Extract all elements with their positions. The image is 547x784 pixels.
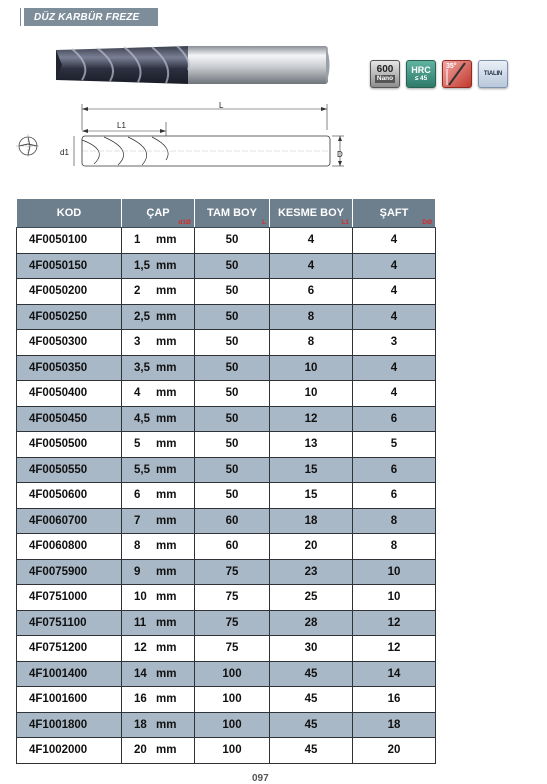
cell-kesme-boy: 6 [270, 279, 353, 305]
cell-cap [122, 559, 195, 585]
cell-cap [122, 304, 195, 330]
table-row [17, 508, 436, 534]
hrc-hardness-badge [406, 60, 436, 88]
cell-kesme-boy: 8 [270, 304, 353, 330]
cell-kesme-boy: 45 [270, 687, 353, 713]
cell-cap-value: 4,5 [134, 412, 150, 425]
table-header-row [17, 199, 436, 228]
table-row [17, 304, 436, 330]
cell-cap-unit: mm [156, 744, 177, 757]
table-row [17, 432, 436, 458]
cell-cap [122, 661, 195, 687]
cell-cap-value: 6 [134, 489, 141, 502]
spec-table [16, 198, 436, 764]
header-kod-label: KOD [56, 207, 82, 219]
cell-tam-boy: 50 [195, 304, 270, 330]
cell-cap-value: 4 [134, 387, 141, 400]
cell-cap-value: 9 [134, 565, 141, 578]
cell-kod: 4F1002000 [17, 738, 122, 764]
cell-cap-unit: mm [156, 336, 177, 349]
cell-cap-value: 2 [134, 285, 141, 298]
cell-cap-value: 16 [134, 693, 147, 706]
cell-cap-unit: mm [156, 387, 177, 400]
cell-kesme-boy: 8 [270, 330, 353, 356]
table-row [17, 381, 436, 407]
cell-cap-unit: mm [156, 234, 177, 247]
cell-kesme-boy: 15 [270, 483, 353, 509]
cell-cap-value: 11 [134, 616, 147, 629]
cell-cap-unit: mm [156, 616, 177, 629]
cell-cap [122, 712, 195, 738]
cell-kesme-boy: 30 [270, 636, 353, 662]
table-row [17, 253, 436, 279]
cell-kod: 4F0050400 [17, 381, 122, 407]
cell-saft: 16 [353, 687, 436, 713]
header-saft-label: ŞAFT [379, 207, 409, 219]
cell-cap [122, 279, 195, 305]
cell-tam-boy: 60 [195, 508, 270, 534]
cell-kod: 4F0060700 [17, 508, 122, 534]
table-row [17, 457, 436, 483]
header-cap-sub: d1Ø [178, 219, 191, 226]
end-mill-photo [52, 40, 334, 90]
cell-cap [122, 381, 195, 407]
cell-tam-boy: 50 [195, 483, 270, 509]
table-row [17, 738, 436, 764]
cell-kod: 4F1001800 [17, 712, 122, 738]
cell-cap [122, 687, 195, 713]
cell-kesme-boy: 28 [270, 610, 353, 636]
nano-badge-value: 600 [376, 64, 394, 75]
cell-kesme-boy: 45 [270, 661, 353, 687]
cell-tam-boy: 75 [195, 585, 270, 611]
cell-kesme-boy: 20 [270, 534, 353, 560]
cell-cap [122, 457, 195, 483]
cell-cap-value: 2,5 [134, 310, 150, 323]
dim-D-label: D [337, 150, 343, 159]
cell-saft: 4 [353, 228, 436, 254]
cell-tam-boy: 100 [195, 712, 270, 738]
table-row [17, 228, 436, 254]
helix-angle-badge [442, 60, 472, 88]
cell-kod: 4F0050500 [17, 432, 122, 458]
cell-cap [122, 483, 195, 509]
cell-cap-unit: mm [156, 642, 177, 655]
cell-cap-unit: mm [156, 259, 177, 272]
header-tam-boy-sub: L [262, 219, 266, 226]
cell-kod: 4F0050100 [17, 228, 122, 254]
table-row [17, 534, 436, 560]
cell-saft: 4 [353, 381, 436, 407]
section-title: DÜZ KARBÜR FREZE [34, 11, 140, 23]
cell-tam-boy: 100 [195, 687, 270, 713]
cell-tam-boy: 50 [195, 432, 270, 458]
cell-saft: 4 [353, 355, 436, 381]
cell-kesme-boy: 12 [270, 406, 353, 432]
cell-cap-unit: mm [156, 540, 177, 553]
feature-badges [370, 60, 508, 88]
cell-cap-unit: mm [156, 412, 177, 425]
cell-tam-boy: 100 [195, 738, 270, 764]
dim-L1-label: L1 [117, 121, 126, 130]
cell-kesme-boy: 23 [270, 559, 353, 585]
helix-angle-value: 35° [446, 63, 457, 70]
header-cap-label: ÇAP [146, 207, 170, 219]
header-kesme-boy-sub: L1 [341, 219, 349, 226]
cell-saft: 14 [353, 661, 436, 687]
cell-kod: 4F1001600 [17, 687, 122, 713]
cell-cap [122, 228, 195, 254]
cell-saft: 4 [353, 253, 436, 279]
cell-cap-value: 20 [134, 744, 147, 757]
table-row [17, 483, 436, 509]
cell-kod: 4F0075900 [17, 559, 122, 585]
cell-saft: 6 [353, 406, 436, 432]
cell-kesme-boy: 13 [270, 432, 353, 458]
cell-cap-value: 3 [134, 336, 141, 349]
cell-kesme-boy: 10 [270, 381, 353, 407]
cell-tam-boy: 50 [195, 330, 270, 356]
cell-cap-value: 18 [134, 718, 147, 731]
cell-cap [122, 432, 195, 458]
cell-cap [122, 610, 195, 636]
cell-saft: 6 [353, 457, 436, 483]
table-row [17, 559, 436, 585]
cell-cap [122, 738, 195, 764]
cell-saft: 8 [353, 534, 436, 560]
cell-tam-boy: 50 [195, 253, 270, 279]
cell-cap [122, 636, 195, 662]
cell-kod: 4F0050450 [17, 406, 122, 432]
cell-kesme-boy: 18 [270, 508, 353, 534]
cell-cap-value: 1,5 [134, 259, 150, 272]
cell-tam-boy: 50 [195, 381, 270, 407]
header-kesme-boy [270, 199, 353, 228]
dim-d1-label: d1 [60, 148, 69, 157]
table-row [17, 279, 436, 305]
cell-cap-value: 7 [134, 514, 141, 527]
header-tam-boy-label: TAM BOY [207, 207, 257, 219]
section-header-accent [21, 8, 24, 26]
cell-cap [122, 330, 195, 356]
cell-kod: 4F0050150 [17, 253, 122, 279]
cell-kesme-boy: 45 [270, 738, 353, 764]
cell-kesme-boy: 4 [270, 253, 353, 279]
cell-cap-value: 5,5 [134, 463, 150, 476]
cell-kesme-boy: 25 [270, 585, 353, 611]
cell-tam-boy: 50 [195, 406, 270, 432]
cell-tam-boy: 50 [195, 355, 270, 381]
nano-badge-label: Nano [376, 75, 394, 82]
cell-cap [122, 508, 195, 534]
hrc-badge-value: ≤ 45 [414, 75, 428, 82]
cell-cap-unit: mm [156, 310, 177, 323]
cell-kesme-boy: 15 [270, 457, 353, 483]
cell-kod: 4F0050550 [17, 457, 122, 483]
header-kesme-boy-label: KESME BOY [277, 207, 344, 219]
cell-saft: 10 [353, 585, 436, 611]
cell-kesme-boy: 4 [270, 228, 353, 254]
cell-cap-unit: mm [156, 463, 177, 476]
table-row [17, 636, 436, 662]
section-header [20, 8, 158, 26]
table-row [17, 585, 436, 611]
cell-saft: 12 [353, 636, 436, 662]
cell-kod: 4F0050350 [17, 355, 122, 381]
cell-cap [122, 253, 195, 279]
cell-cap-unit: mm [156, 438, 177, 451]
cell-tam-boy: 50 [195, 457, 270, 483]
cell-kod: 4F0060800 [17, 534, 122, 560]
cell-saft: 4 [353, 279, 436, 305]
technical-drawing [14, 100, 354, 172]
table-row [17, 661, 436, 687]
cell-cap [122, 585, 195, 611]
table-row [17, 712, 436, 738]
cell-cap-unit: mm [156, 285, 177, 298]
cell-cap [122, 406, 195, 432]
cell-saft: 5 [353, 432, 436, 458]
cell-cap-value: 12 [134, 642, 147, 655]
cell-cap-unit: mm [156, 361, 177, 374]
cell-tam-boy: 75 [195, 636, 270, 662]
table-row [17, 330, 436, 356]
cell-cap-value: 10 [134, 591, 147, 604]
header-saft [353, 199, 436, 228]
cell-saft: 12 [353, 610, 436, 636]
cell-kesme-boy: 10 [270, 355, 353, 381]
table-row [17, 406, 436, 432]
cell-cap-value: 3,5 [134, 361, 150, 374]
table-body [17, 228, 436, 764]
cell-tam-boy: 50 [195, 228, 270, 254]
cell-kod: 4F0050300 [17, 330, 122, 356]
cell-cap-unit: mm [156, 718, 177, 731]
table-row [17, 355, 436, 381]
end-view-icon [16, 134, 40, 158]
cell-saft: 18 [353, 712, 436, 738]
cell-kod: 4F0050600 [17, 483, 122, 509]
cell-kod: 4F0751000 [17, 585, 122, 611]
header-tam-boy [195, 199, 270, 228]
cell-saft: 4 [353, 304, 436, 330]
cell-tam-boy: 50 [195, 279, 270, 305]
cell-kod: 4F0050200 [17, 279, 122, 305]
cell-saft: 10 [353, 559, 436, 585]
page-number: 097 [252, 773, 269, 784]
cell-cap-unit: mm [156, 565, 177, 578]
cell-cap [122, 534, 195, 560]
tialin-coating-badge [478, 60, 508, 88]
cell-cap-unit: mm [156, 693, 177, 706]
cell-cap-value: 8 [134, 540, 141, 553]
cell-saft: 3 [353, 330, 436, 356]
dim-L-label: L [219, 101, 224, 110]
cell-tam-boy: 75 [195, 610, 270, 636]
nano-coating-badge [370, 60, 400, 88]
header-saft-sub: DØ [422, 219, 432, 226]
cell-kod: 4F0050250 [17, 304, 122, 330]
cell-saft: 6 [353, 483, 436, 509]
table-row [17, 610, 436, 636]
table-row [17, 687, 436, 713]
cell-saft: 8 [353, 508, 436, 534]
header-cap [122, 199, 195, 228]
header-kod [17, 199, 122, 228]
cell-cap-value: 1 [134, 234, 141, 247]
cell-tam-boy: 60 [195, 534, 270, 560]
cell-saft: 20 [353, 738, 436, 764]
cell-cap-value: 5 [134, 438, 141, 451]
cell-cap-unit: mm [156, 591, 177, 604]
cell-tam-boy: 75 [195, 559, 270, 585]
cell-kod: 4F1001400 [17, 661, 122, 687]
cell-tam-boy: 100 [195, 661, 270, 687]
cell-kod: 4F0751200 [17, 636, 122, 662]
cell-kesme-boy: 45 [270, 712, 353, 738]
cell-cap [122, 355, 195, 381]
cell-kod: 4F0751100 [17, 610, 122, 636]
coating-label: TIALIN [483, 71, 503, 77]
cell-cap-unit: mm [156, 514, 177, 527]
cell-cap-value: 14 [134, 667, 147, 680]
cell-cap-unit: mm [156, 667, 177, 680]
cell-cap-unit: mm [156, 489, 177, 502]
hrc-badge-label: HRC [411, 65, 431, 75]
